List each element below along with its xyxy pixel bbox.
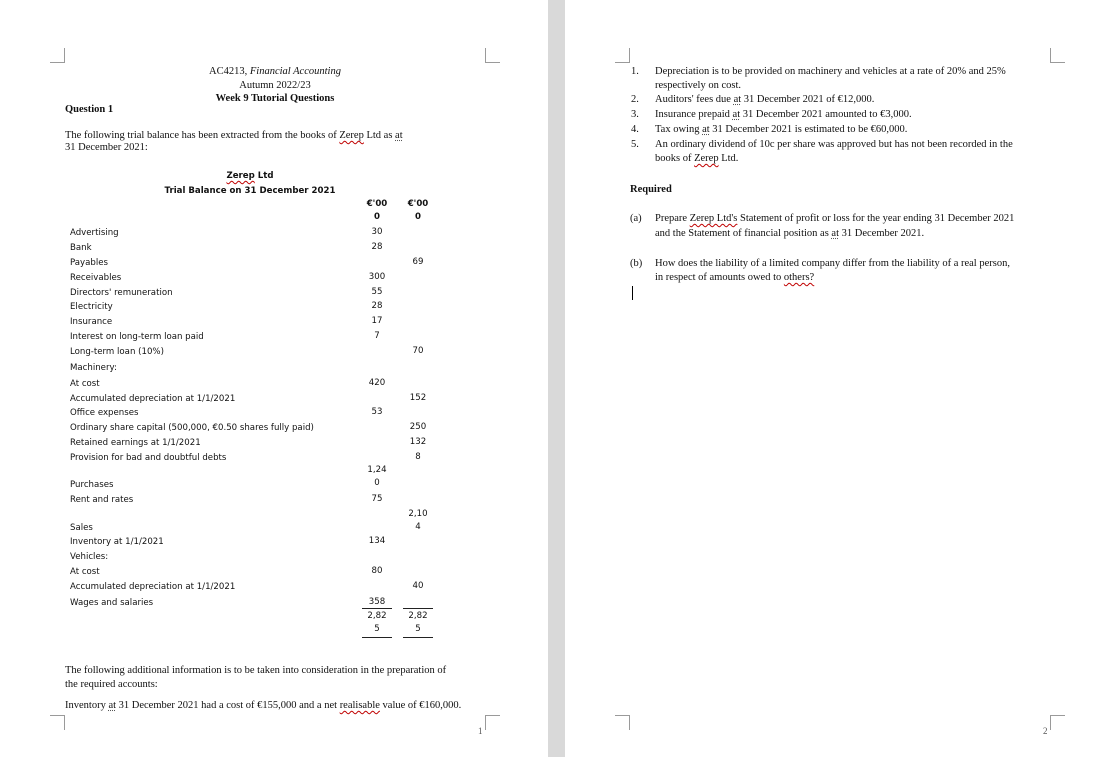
crop-mark (615, 48, 630, 63)
note-text: value of €160,000. (379, 700, 462, 711)
tb-row-label: Directors' remuneration (70, 288, 173, 298)
total-cr (403, 610, 433, 636)
item-text: Auditors' fees due (655, 94, 734, 105)
col-header-dr-line2: 0 (374, 212, 380, 222)
item-text: 31 December 2021 is estimated to be €60,000. (709, 124, 908, 135)
vehicles-label: Vehicles: (70, 552, 109, 562)
tb-row-debit: 30 (371, 227, 383, 237)
additional-line-2: the required accounts: (65, 679, 158, 690)
col-header-dr (362, 198, 392, 224)
item-text: books of (655, 153, 695, 164)
tb-row-label: Advertising (70, 228, 119, 238)
tb-row-label: Accumulated depreciation at 1/1/2021 (70, 394, 236, 404)
others-word: others? (783, 272, 815, 283)
crop-mark (615, 715, 630, 730)
crop-mark (485, 48, 500, 63)
at-word: at (733, 94, 742, 105)
intro-text: The following trial balance has been extracted from the books of (65, 130, 340, 141)
page-gutter (548, 0, 565, 757)
total-dr (362, 610, 392, 636)
purchases-label: Purchases (70, 480, 114, 490)
tb-row-credit: 69 (412, 257, 424, 267)
col-header-cr-line1: €'00 (407, 199, 429, 209)
list-item-5-number: 5. (631, 139, 639, 150)
crop-mark (50, 48, 65, 63)
list-item-1-line-2: respectively on cost. (655, 80, 742, 91)
tb-row-debit: 300 (368, 272, 386, 282)
sales-cr (403, 508, 433, 534)
tb-row-label: Receivables (70, 273, 122, 283)
at-word: at (702, 124, 710, 135)
intro-text: Ltd as (363, 130, 396, 141)
tb-row-label: Electricity (70, 302, 113, 312)
at-word: at (108, 700, 117, 711)
part-a-text: Statement of profit or loss for the year ending 31 December 2021 (737, 213, 1015, 224)
course-heading (150, 65, 400, 79)
list-item-3-line (655, 108, 912, 122)
note-text: 31 December 2021 had a cost of €155,000 and a net (116, 700, 340, 711)
wages-dr: 358 (368, 597, 386, 607)
veh-cost-dr: 80 (371, 566, 383, 576)
at-word: at (732, 109, 741, 120)
crop-mark (485, 715, 500, 730)
list-item-3-number: 3. (631, 109, 639, 120)
company-name: Zerep (694, 153, 719, 164)
company-name: Zerep (339, 130, 364, 141)
part-a-line-2 (655, 227, 924, 241)
page-number: 2 (1043, 726, 1048, 736)
tb-row-debit: 420 (368, 378, 386, 388)
company-suffix: Ltd (254, 171, 274, 181)
tb-row-credit: 132 (409, 437, 427, 447)
crop-mark (50, 715, 65, 730)
tb-row-debit: 28 (371, 301, 383, 311)
company-name: Zerep (226, 171, 255, 181)
inventory-note (65, 699, 461, 713)
purchases-dr-line2: 0 (374, 478, 380, 488)
total-cr-line1: 2,82 (408, 611, 428, 621)
tb-row-credit: 8 (415, 452, 421, 462)
tb-row-label: At cost (70, 379, 100, 389)
item-text: Tax owing (655, 124, 703, 135)
part-a-label: (a) (630, 213, 642, 224)
list-item-5-line-1: An ordinary dividend of 10c per share was approved but has not been recorded in the (655, 139, 1013, 150)
week-title: Week 9 Tutorial Questions (215, 93, 335, 104)
list-item-4-number: 4. (631, 124, 639, 135)
col-header-cr-line2: 0 (415, 212, 421, 222)
sales-label: Sales (70, 523, 93, 533)
question-title: Question 1 (65, 104, 114, 115)
tb-row-label: Bank (70, 243, 92, 253)
realisable-word: realisable (339, 700, 380, 711)
tb-row-label: Interest on long-term loan paid (70, 332, 204, 342)
required-heading: Required (630, 184, 672, 195)
inventory-label: Inventory at 1/1/2021 (70, 537, 164, 547)
tb-row-label: Machinery: (70, 363, 117, 373)
note-text: Inventory (65, 700, 109, 711)
wages-label: Wages and salaries (70, 598, 154, 608)
tb-row-credit: 250 (409, 422, 427, 432)
rent-label: Rent and rates (70, 495, 134, 505)
document-page-2 (565, 0, 1115, 757)
part-a-text: 31 December 2021. (839, 228, 925, 239)
intro-line-2: 31 December 2021: (65, 142, 148, 153)
total-dr-line2: 5 (374, 624, 380, 634)
total-dr-line1: 2,82 (367, 611, 387, 621)
tb-row-debit: 17 (371, 316, 383, 326)
purchases-dr-line1: 1,24 (367, 465, 387, 475)
part-b-line-1: How does the liability of a limited company differ from the liability of a real person, (655, 258, 1010, 269)
tb-row-label: Provision for bad and doubtful debts (70, 453, 227, 463)
total-cr-line2: 5 (415, 624, 421, 634)
purchases-dr (362, 464, 392, 490)
tb-row-credit: 152 (409, 393, 427, 403)
tb-row-label: Insurance (70, 317, 113, 327)
tb-company (150, 169, 350, 183)
total-rule-cr (403, 608, 433, 609)
list-item-2-number: 2. (631, 94, 639, 105)
tb-row-debit: 55 (371, 287, 383, 297)
tb-row-label: Payables (70, 258, 109, 268)
at-word: at (395, 130, 403, 141)
at-word: at (831, 228, 839, 239)
double-rule-dr (362, 637, 392, 638)
additional-line-1: The following additional information is to be taken into consideration in the preparation of (65, 665, 447, 676)
term: Autumn 2022/23 (239, 80, 311, 91)
list-item-4-line (655, 123, 907, 137)
rent-dr: 75 (371, 494, 383, 504)
tb-row-credit: 70 (412, 346, 424, 356)
crop-mark (1050, 715, 1065, 730)
part-b-line-2 (655, 271, 814, 285)
text-cursor[interactable] (632, 286, 633, 300)
double-rule-cr (403, 637, 433, 638)
document-page-1 (0, 0, 548, 757)
veh-cost-label: At cost (70, 567, 100, 577)
company-name: Zerep Ltd's (689, 213, 738, 224)
tb-title: Trial Balance on 31 December 2021 (164, 186, 336, 196)
tb-row-label: Long-term loan (10%) (70, 347, 164, 357)
part-a-text: and the Statement of financial position as (655, 228, 832, 239)
course-title: Financial Accounting (249, 66, 341, 77)
tb-row-label: Retained earnings at 1/1/2021 (70, 438, 201, 448)
tb-row-label: Office expenses (70, 408, 139, 418)
inventory-dr: 134 (368, 536, 386, 546)
veh-dep-cr: 40 (412, 581, 424, 591)
list-item-1-number: 1. (631, 66, 639, 77)
tb-row-debit: 28 (371, 242, 383, 252)
tb-row-debit: 53 (371, 407, 383, 417)
part-b-text: in respect of amounts owed to (655, 272, 784, 283)
sales-cr-line1: 2,10 (408, 509, 428, 519)
part-b-label: (b) (630, 258, 643, 269)
crop-mark (1050, 48, 1065, 63)
list-item-5-line-2 (655, 152, 738, 166)
tb-row-debit: 7 (374, 331, 380, 341)
tb-row-label: Ordinary share capital (500,000, €0.50 shares fully paid) (70, 423, 314, 433)
item-text: 31 December 2021 of €12,000. (741, 94, 875, 105)
col-header-cr (403, 198, 433, 224)
veh-dep-label: Accumulated depreciation at 1/1/2021 (70, 582, 236, 592)
part-a-line-1 (655, 212, 1014, 226)
page-number: 1 (478, 726, 483, 736)
part-a-text: Prepare (655, 213, 690, 224)
total-rule-dr (362, 608, 392, 609)
item-text: 31 December 2021 amounted to €3,000. (740, 109, 912, 120)
list-item-2-line (655, 93, 874, 107)
item-text: Ltd. (718, 153, 739, 164)
sales-cr-line2: 4 (415, 522, 421, 532)
list-item-1-line-1: Depreciation is to be provided on machinery and vehicles at a rate of 20% and 25% (655, 66, 1006, 77)
course-code: AC4213, (209, 66, 248, 77)
col-header-dr-line1: €'00 (366, 199, 388, 209)
item-text: Insurance prepaid (655, 109, 733, 120)
